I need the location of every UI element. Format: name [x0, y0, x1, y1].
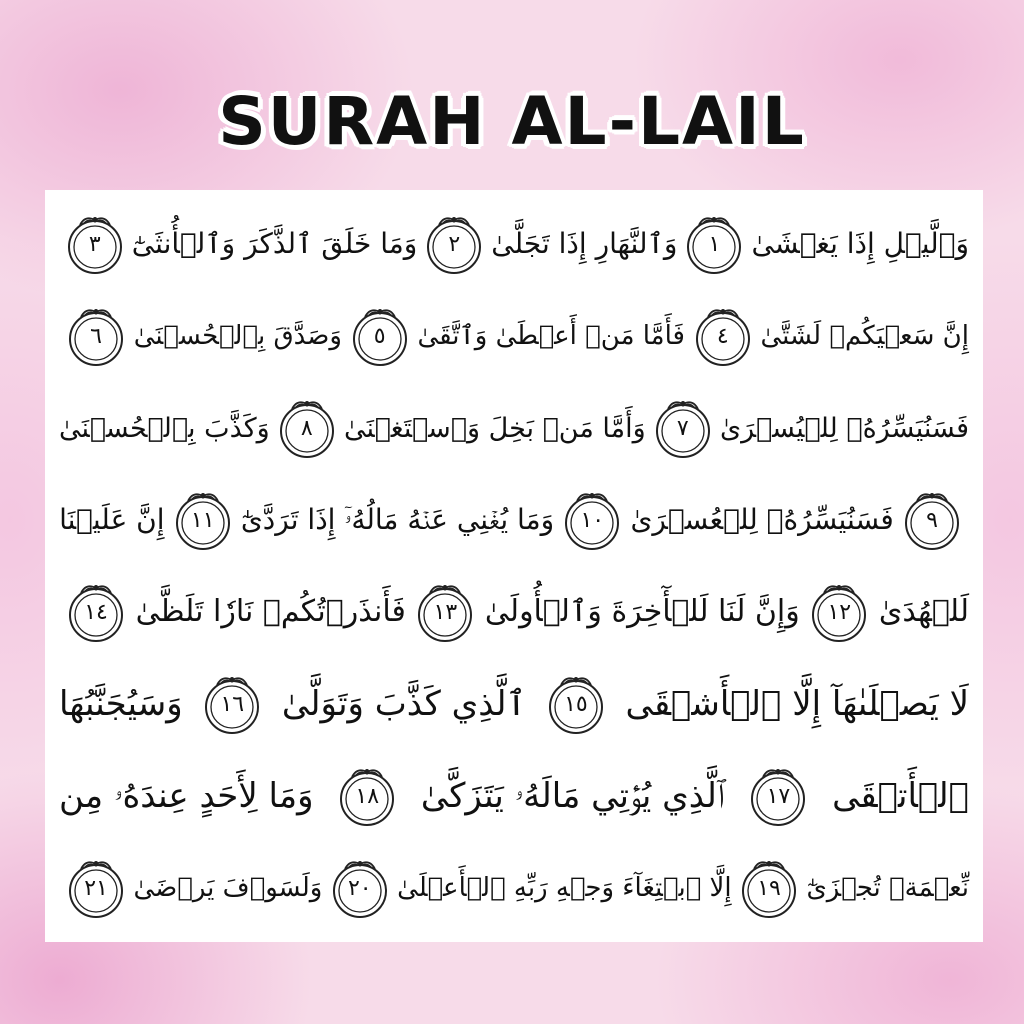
verse-text: إِنَّ عَلَيۡنَا	[59, 503, 165, 536]
verse-text: ٱلَّذِي يُؤۡتِي مَالَهُۥ يَتَزَكَّىٰ	[420, 776, 725, 816]
verse-text: وَسَيُجَنَّبُهَا	[59, 684, 183, 724]
ayah-number: ١٧	[766, 783, 791, 809]
ayah-number: ١٤	[84, 599, 108, 625]
verse-text: وَٱلَّيۡلِ إِذَا يَغۡشَىٰ	[751, 227, 969, 260]
ayah-number-marker	[330, 759, 404, 833]
ayah-number-marker	[323, 851, 397, 925]
verse-text: إِلَّا ٱبۡتِغَآءَ وَجۡهِ رَبِّهِ ٱلۡأَعۡلَىٰ	[397, 873, 732, 903]
ayah-number-marker	[195, 667, 269, 741]
verse-text: وَمَا يُغۡنِي عَنۡهُ مَالُهُۥٓ إِذَا تَرَدَّىٰٓ	[240, 503, 555, 536]
ayah-number-marker	[59, 851, 133, 925]
ayah-number-marker	[59, 575, 133, 649]
verse-text: وَلَسَوۡفَ يَرۡضَىٰ	[133, 873, 323, 903]
verse-text: وَٱلنَّهَارِ إِذَا تَجَلَّىٰ	[491, 227, 678, 260]
ayah-number: ٧	[676, 415, 689, 441]
verse-line	[59, 382, 969, 474]
verse-text: فَأَمَّا مَنۡ أَعۡطَىٰ وَٱتَّقَىٰ	[417, 321, 685, 351]
ayah-number: ١٢	[827, 599, 852, 625]
quran-text-panel	[45, 190, 983, 942]
ayah-number-marker	[802, 575, 876, 649]
ayah-number: ١	[708, 231, 721, 257]
ayah-number: ٣	[88, 231, 101, 257]
ayah-number: ١٥	[564, 691, 588, 717]
ayah-number: ٦	[90, 323, 102, 349]
ayah-number: ١١	[190, 507, 215, 533]
verse-text: فَسَنُيَسِّرُهُۥ لِلۡعُسۡرَىٰ	[630, 503, 894, 536]
ayah-number-marker	[417, 207, 491, 281]
ayah-number-marker	[741, 759, 815, 833]
verse-text: وَمَا لِأَحَدٍ عِندَهُۥ مِن	[59, 776, 314, 816]
ayah-number-marker	[646, 391, 720, 465]
ayah-number-marker	[270, 391, 344, 465]
verse-text: ٱلۡأَتۡقَى	[832, 776, 969, 816]
verse-text: لَلۡهُدَىٰ	[878, 594, 969, 629]
verse-line	[59, 566, 969, 658]
ayah-number-marker	[408, 575, 482, 649]
verse-text: وَصَدَّقَ بِٱلۡحُسۡنَىٰ	[133, 321, 342, 351]
verse-text: وَإِنَّ لَنَا لَلۡأٓخِرَةَ وَٱلۡأُولَىٰ	[484, 594, 800, 629]
verse-line	[59, 198, 969, 290]
ayah-number: ١٦	[220, 691, 245, 717]
ayah-number-marker	[539, 667, 613, 741]
ayah-number: ٨	[300, 415, 313, 441]
ayah-number-marker	[555, 483, 629, 557]
ayah-number: ٢١	[84, 875, 108, 901]
ayah-number: ٢٠	[347, 875, 372, 901]
verse-text: فَأَنذَرۡتُكُمۡ نَارٗا تَلَظَّىٰ	[135, 594, 406, 629]
verse-text: وَكَذَّبَ بِٱلۡحُسۡنَىٰ	[59, 412, 270, 444]
ayah-number: ١٩	[757, 875, 781, 901]
verse-line	[59, 290, 969, 382]
verse-text: وَمَا خَلَقَ ٱلذَّكَرَ وَٱلۡأُنثَىٰٓ	[131, 227, 418, 260]
ayah-number: ١٠	[580, 507, 605, 533]
ayah-number-marker	[58, 207, 132, 281]
verse-line	[59, 658, 969, 750]
ayah-number: ٤	[716, 323, 729, 349]
verse-text: فَسَنُيَسِّرُهُۥ لِلۡيُسۡرَىٰ	[719, 412, 969, 444]
ayah-number: ٥	[373, 323, 386, 349]
ayah-number-marker	[895, 483, 969, 557]
verse-line	[59, 474, 969, 566]
verse-text: نِّعۡمَةٖ تُجۡزَىٰٓ	[806, 873, 969, 903]
verse-text: وَأَمَّا مَنۢ بَخِلَ وَٱسۡتَغۡنَىٰ	[343, 412, 646, 444]
ayah-number-marker	[343, 299, 417, 373]
ayah-number: ١٣	[433, 599, 458, 625]
ayah-number: ٢	[448, 231, 461, 257]
verse-text: لَا يَصۡلَىٰهَآ إِلَّا ٱلۡأَشۡقَى	[625, 684, 969, 724]
verse-text: ٱلَّذِي كَذَّبَ وَتَوَلَّىٰ	[281, 684, 527, 724]
ayah-number-marker	[732, 851, 806, 925]
ayah-number-marker	[677, 207, 751, 281]
page-title: SURAH AL-LAIL	[218, 83, 806, 160]
ayah-number: ٩	[926, 507, 938, 533]
verse-line	[59, 842, 969, 934]
ayah-number: ١٨	[355, 783, 380, 809]
ayah-number-marker	[166, 483, 240, 557]
verse-line	[59, 750, 969, 842]
ayah-number-marker	[59, 299, 133, 373]
ayah-number-marker	[686, 299, 760, 373]
verse-text: إِنَّ سَعۡيَكُمۡ لَشَتَّىٰ	[760, 321, 969, 351]
